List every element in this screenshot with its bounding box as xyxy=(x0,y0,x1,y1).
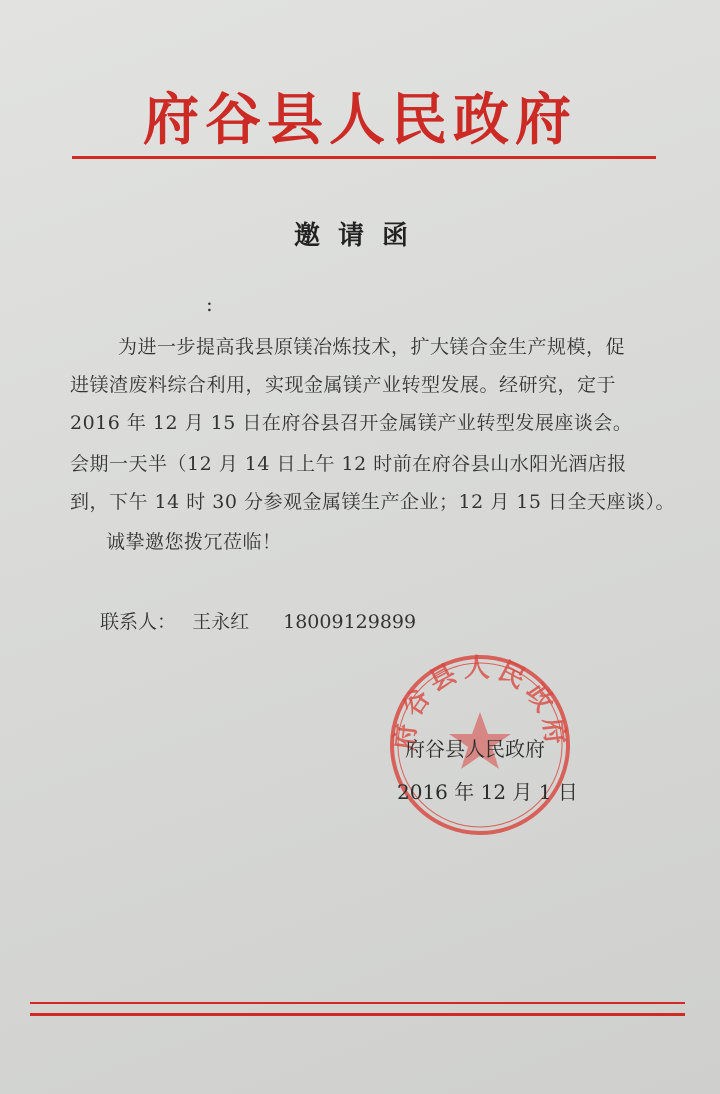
contact-phone: 18009129899 xyxy=(283,611,417,633)
contact-label: 联系人： xyxy=(100,611,177,633)
paragraph-line: 为进一步提高我县原镁冶炼技术，扩大镁合金生产规模，促 xyxy=(118,336,626,358)
salutation: : xyxy=(206,292,213,316)
footer-rule-thick xyxy=(30,1013,685,1016)
paragraph-line: 会期一天半（12 月 14 日上午 12 时前在府谷县山水阳光酒店报 xyxy=(70,453,627,475)
signature-date: 2016 年 12 月 1 日 xyxy=(397,780,578,804)
document-title: 邀请函 xyxy=(293,221,426,251)
contact-name: 王永红 xyxy=(192,611,250,633)
signature-organization: 府谷县人民政府 xyxy=(405,737,545,761)
contact-line xyxy=(100,607,426,634)
letterhead-title: 府谷县人民政府 xyxy=(143,87,577,153)
paragraph-line: 到，下午 14 时 30 分参观金属镁生产企业；12 月 15 日全天座谈）。 xyxy=(70,491,675,513)
paragraph-line: 2016 年 12 月 15 日在府谷县召开金属镁产业转型发展座谈会。 xyxy=(70,412,633,434)
svg-text:府谷县人民政府: 府谷县人民政府 xyxy=(389,653,571,752)
footer-rule-thin xyxy=(30,1002,685,1004)
closing-line: 诚挚邀您拨冗莅临！ xyxy=(106,531,282,553)
letterhead-rule xyxy=(72,156,656,159)
paragraph-line: 进镁渣废料综合利用，实现金属镁产业转型发展。经研究，定于 xyxy=(70,374,617,396)
